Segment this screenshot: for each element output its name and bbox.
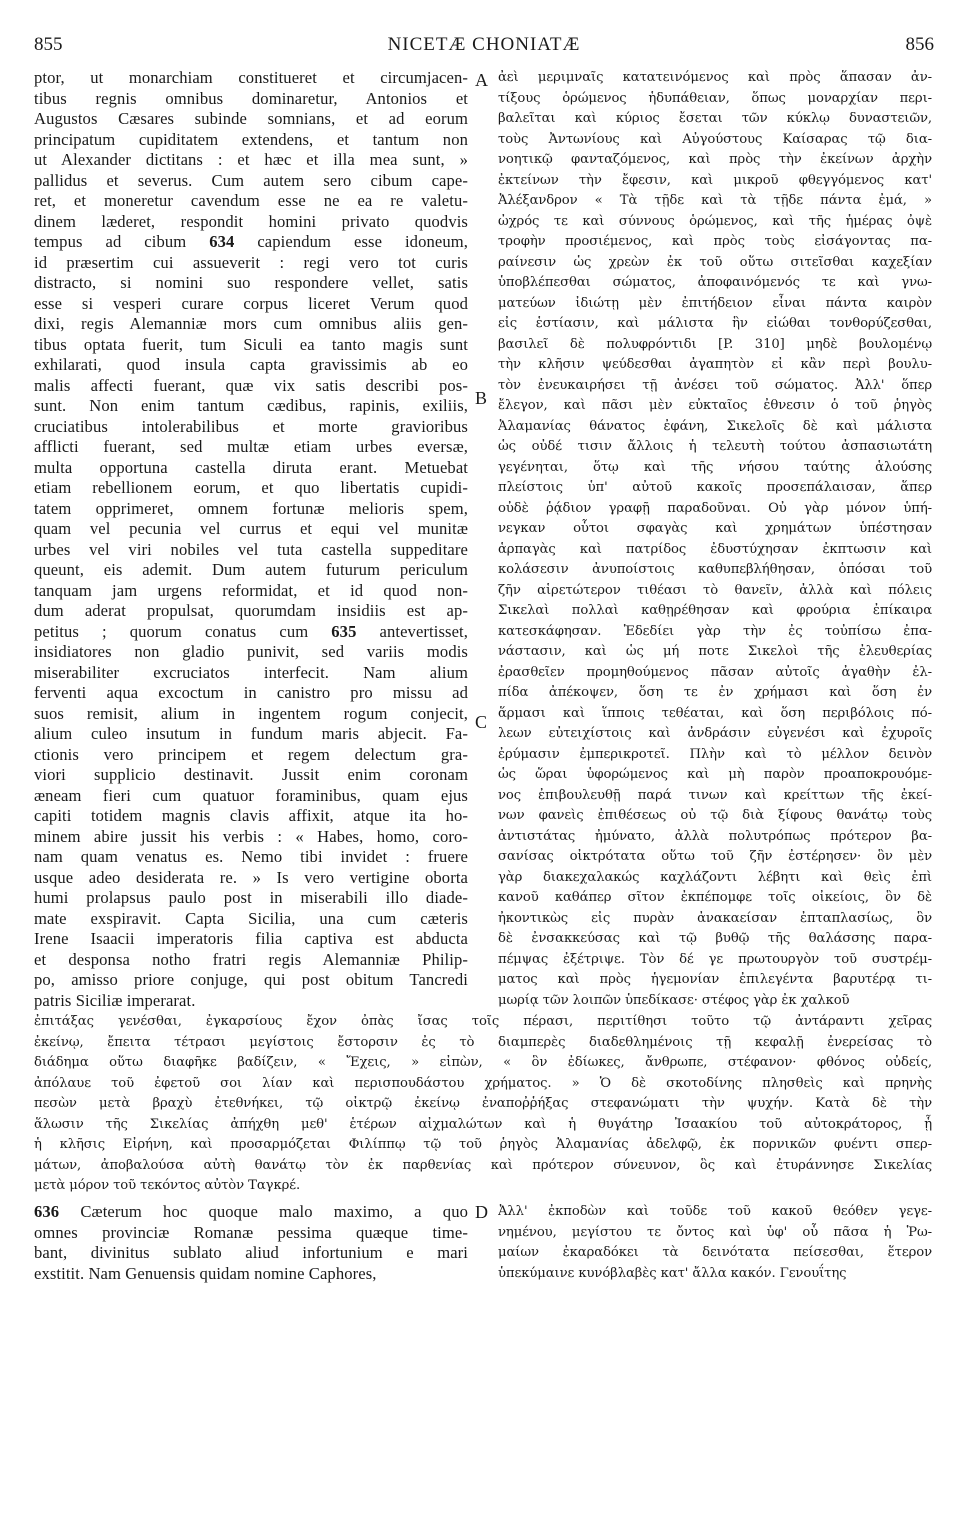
latin-text-line: miserabiliter excruciatos interfecit. Nam alium (34, 662, 468, 682)
greek-text-line: κανοῦ καθάπερ σῖτον ἐκπέπομφε τοῖς οἰκείοις, ὃν δὲ (498, 890, 932, 905)
greek-text-line: βασιλεῖ δὲ πολυφρόντιδι [P. 310] μηδὲ βουλομένῳ (498, 336, 932, 352)
greek-text-line: τοὺς Ἀντωνίους καὶ Αὐγούστους Καίσαρας τῷ δια- (498, 131, 932, 147)
latin-text-line: tempus ad cibum 634 capiendum esse idoneum, (34, 232, 468, 251)
latin-text-line: patris Siciliæ imperarat. (34, 990, 196, 1010)
latin-text-line: alium culeo insutum in fundum maris abjecit. Fa- (34, 724, 468, 743)
greek-text-line: τὸν ἐνευκαιρήσει τῇ ἀνέσει τοῦ σώματος. Ἀλλ' ὅπερ (498, 377, 932, 393)
greek-text-line: τὴν κλῆσιν ψεύδεσθαι ἀγαπητὸν εἰ κἂν περὶ βουλυ- (498, 357, 932, 372)
latin-text-line: distracto, si nomini suo respondere vellet, satis (34, 273, 468, 292)
latin-text-line: dinem læderet, respondit homini privato quodvis (34, 211, 468, 231)
greek-text-line: ὑποβλέπεσθαι σώματος, ἀποφαινόμενός τε καὶ γνω- (498, 275, 932, 290)
greek-text-line: Ἀλαμανίας θάνατος ἐφάνη, Σικελοῖς δὲ καὶ μάλιστα (498, 418, 932, 434)
running-title: NICETÆ CHONIATÆ (387, 34, 581, 55)
greek-text-line: νάστασιν, καὶ ὡς μή ποτε Σικελοὶ τῆς ἐλευθερίας (498, 644, 932, 659)
latin-text-line: suos remisit, alium in ingentem rogum conjecit, (34, 703, 468, 723)
latin-text-line: nam quam venatus es. Nemo tibi invidet : fruere (34, 847, 468, 866)
greek-text-line: ἐκτείνων τὴν ἔφεσιν, καὶ μικροῦ φθεγγόμενος κατ' (498, 172, 932, 188)
latin-text-line: esse si vesperi curare corpus liceret Verum quod (34, 293, 468, 313)
latin-text-line: ret, et moneretur cavendum esse ne ea re valetu- (34, 191, 468, 210)
greek-text-line: ζῆν αἱρετώτερον τιθέασι τὸ θανεῖν, ἀλλὰ καὶ πόλεις (498, 582, 932, 598)
greek-text-line: ὠχρός τε καὶ σύννους ὁρώμενος, καὶ τῆς ἡμέρας ὀψὲ (498, 213, 932, 229)
latin-column-top (34, 68, 468, 1011)
greek-text-line: σανίσας οἰκτρότατα οὕτω τοῦ ζῆν ἐστέρησεν· ὃν μὲν (498, 849, 932, 864)
greek-text-line: ἀεὶ μεριμναῖς κατατεινόμενος καὶ πρὸς ἅπασαν ἀν- (498, 70, 932, 85)
latin-text-line: exhilarati, quod insula capta gravissimis ab eo (34, 355, 468, 374)
latin-text-line: exstitit. Nam Genuensis quidam nomine Caphores, (34, 1263, 377, 1283)
greek-text-line: Σικελαὶ πολλαὶ καθῃρέθησαν καὶ φρούρια ἐπίκαιρα (498, 603, 932, 618)
latin-text-line: ferventi aqua excoctum in canistro pro missu ad (34, 683, 468, 702)
latin-text-line: usque adeo desiderata re. » Is vero vertigine oborta (34, 867, 468, 887)
greek-text-line: ὑπεκύμαινε κυνόβλαβὲς κατ' ἄλλα κακόν. Γενουΐτης (498, 1265, 847, 1281)
greek-text-line: ἀντιστάτας ἠμύνατο, ἀλλὰ πολυτρόπως πρότερον βα- (498, 828, 932, 844)
latin-text-line: queunt, eis ademit. Dum autem futurum periculum (34, 560, 468, 579)
latin-text-line: tatem opprimeret, omnem fortunæ melioris spem, (34, 498, 468, 518)
greek-column-top (498, 68, 932, 1011)
latin-text-line: insidiatores non gladio punivit, sed variis modis (34, 642, 468, 661)
latin-text-line: po, amisso priore conjuge, qui post obitum Tancredi (34, 970, 468, 989)
latin-text-line: omnes provinciæ Romanæ pessima quæque time- (34, 1222, 468, 1242)
latin-text-line: Irene Isaacii imperatoris filia captiva est abducta (34, 929, 468, 948)
greek-text-line: οὐδὲ ῥᾴδιον γραφῇ παραδοῦναι. Οὐ γὰρ μόνον ὑπή- (498, 500, 932, 516)
latin-text-line: petitus ; quorum conatus cum 635 antevertisset, (34, 621, 468, 641)
greek-text-line: μετὰ μόρον τοῦ τεκόντος αὐτὸν Ταγκρέ. (34, 1178, 301, 1193)
section-number: 636 (34, 1202, 60, 1221)
greek-text-line: ἠκοντικὼς εἰς πυρὰν ἀνακαείσαν ἐπταπλασίως, ὃν (498, 910, 932, 926)
greek-text-line: νημένου, μεγίστου τε ὄντος καὶ ὑφ' οὗ πᾶσα ἡ Ῥω- (498, 1224, 932, 1240)
latin-text-line: ptor, ut monarchiam constitueret et circumjacen- (34, 68, 468, 87)
greek-text-line: ραίνεσιν ὡς χρεὼν ἐκ τοῦ οὕτω σιτεῖσθαι καχεξίαν (498, 254, 932, 270)
latin-text-line: tibus optata fuerit, tum Siculi ea tanto magis sunt (34, 334, 468, 354)
latin-column-bottom (34, 1202, 468, 1284)
greek-text-line: ἐκείνῳ, ἔπειτα τέτρασι μεγίστοις ἔστορσιν ἐς τὸ διαμπερὲς διαδεθλημένοις τῇ κεφαλῇ ἐνερείσας τὸ (34, 1034, 932, 1050)
latin-text-line: afflicti fuerant, sed multæ etiam urbes eversæ, (34, 437, 468, 456)
greek-text-line: ἅλωσιν τῆς Σικελίας ἀπήχθη μεθ' ἑτέρων αἰχμαλώτων καὶ ἡ θυγάτηρ Ἰσαακίου τοῦ αὐτοκράτορος, ᾗ (34, 1116, 932, 1132)
greek-text-line: μάτων, ἀποβαλούσα αὐτὴ θανάτῳ τὸν ἐκ παρθενίας καὶ πρότερον σύνευνον, ὃς καὶ ἐτυράννησε Σικελίας (34, 1157, 932, 1173)
latin-text-line: pallidus et severus. Cum autem sero cibum cape- (34, 170, 468, 190)
latin-text-line: æneam fieri cum quatuor foraminibus, quam ejus (34, 785, 468, 805)
latin-text-line: id præsertim cui assueverit : regi vero tot curis (34, 252, 468, 272)
greek-text-line: ἅρμασι καὶ ἵπποις τεθέαται, καὶ ὅση περιβόλοις πό- (498, 705, 932, 721)
greek-text-line: εἰς ἑστίασιν, καὶ μάλιστα ἣν εἰώθαι τονθορύζεσθαι, (498, 316, 932, 331)
greek-text-line: πλείστοις ὑπ' αὐτοῦ κακοῖς προσεπάλαισαν, ἅπερ (498, 480, 932, 495)
latin-text-line: et desponsa notho fratri regis Alemanniæ Philip- (34, 949, 468, 969)
latin-text-line: minem abire jussit his verbis : « Habes, homo, coro- (34, 826, 468, 846)
greek-text-line: ἐρασθεῖεν προμηθούμενος πᾶσαν αὐτοῖς ἀγαθὴν ἐλ- (498, 664, 932, 680)
greek-text-line: τίξους ὁρώμενος ἡδυπάθειαν, ὅπως μοναρχίαν περι- (498, 90, 932, 106)
latin-text-line: tanquam jam urgens reformidat, et id quod non- (34, 580, 468, 600)
greek-text-line: ἁρπαγὰς καὶ πατρίδος ἐδυστύχησαν ἐκπτωσιν καὶ (498, 541, 932, 557)
greek-text-line: νεγκαν οὗτοι σφαγὰς καὶ χρημάτων ὑπέστησαν (498, 521, 932, 536)
section-number: 634 (209, 232, 235, 251)
greek-text-line: γεγένηται, ὅτῳ καὶ τῆς νήσου ταύτης ἁλούσης (498, 459, 932, 475)
latin-text-line: urbes vel viri nobiles vel tuta castella suppeditare (34, 539, 468, 559)
greek-text-line: ματος καὶ πρὸς ἡγεμονίαν ἐπιλεγέντα βαρυτέρᾳ τι- (498, 972, 932, 987)
greek-text-line: κολάσεσιν ἀνυποίστοις καθυπεβλήθησαν, ὁπόσαι τοῦ (498, 562, 932, 577)
greek-full-width-paragraph (34, 1012, 932, 1197)
greek-text-line: ἐπιτάξας γενέσθαι, ἐγκαρσίους ἔχον ὀπὰς ἴσας τοῖς πέρασι, περιτίθησι τοῦτο τῷ ἀντάραντι χεῖρας (34, 1014, 932, 1029)
latin-text-line: tibus regnis omnibus dominaretur, Antonios et (34, 88, 468, 108)
greek-column-bottom (498, 1202, 932, 1284)
greek-text-line: ἀπόλαυε τοῦ ἐφετοῦ σοι λίαν καὶ περισπουδάστου χρήματος. » Ὁ δὲ σκοτοδίνης πλησθεὶς καὶ πρηνὴς (34, 1075, 932, 1091)
greek-text-line: νων φανεὶς ἐπιθέσεως οὐ τῷ διὰ ξίφους θανάτῳ τοὺς (498, 808, 932, 823)
greek-text-line: ἡ κλῆσις Εἰρήνη, καὶ προσαρμόζεται Φιλίππῳ τῷ τοῦ ῥηγὸς Ἀλαμανίας ἀδελφῷ, ἐκ πορνικῶν φυέντι σπερ- (34, 1137, 932, 1152)
greek-text-line: δὲ ἐνσακκεύσας καὶ τῷ βυθῷ τῆς θαλάσσης παρα- (498, 931, 932, 946)
greek-text-line: βαλεῖται καὶ κύριος ἔσεται τῶν κύκλῳ δυναστειῶν, (498, 111, 932, 126)
greek-text-line: διάδημα οὕτω διαφῆκε βαδίζειν, « Ἔχεις, » εἰπὼν, « ὃν ἐδίωκες, ἄνθρωπε, στέφανον· φθόνος οὐδείς, (34, 1055, 932, 1070)
latin-text-line: dum aderat propulsat, quorumdam insidiis est ap- (34, 601, 468, 620)
greek-text-line: γὰρ διακεχαλακώς καχλάζοντι λέβητι καὶ θεὶς ἐπὶ (498, 869, 932, 885)
latin-text-line: bant, divinitus sublato aliud infortunium e mari (34, 1243, 468, 1262)
latin-text-line: Augustos Cæsares subinde somnians, et ad eorum (34, 109, 468, 128)
latin-text-line: principatum cupiditatem extendens, et tantum non (34, 129, 468, 149)
latin-text-line: sunt. Non enim tantum cædibus, rapinis, exiliis, (34, 396, 468, 415)
latin-text-line: ut Alexander dictitans : et hæc et illa mea sunt, » (34, 150, 468, 169)
page-number-right: 856 (905, 34, 934, 55)
section-number: 635 (331, 621, 357, 641)
greek-text-line: ἐρύμασιν ἐμπερικροτεῖ. Πλὴν καὶ τὸ μέλλον δεινὸν (498, 746, 932, 762)
latin-text-line: mate exspiravit. Capta Sicilia, una cum cæteris (34, 908, 468, 928)
latin-text-line: malis affecti fuerant, quæ vix satis describi pos- (34, 375, 468, 395)
greek-text-line: πίδα ἀπέκοψεν, ὅση τε ἐν χρήμασι καὶ ὅση ἐν (498, 685, 932, 700)
greek-text-line: πεσὼν μετὰ βραχὺ ἐτεθνήκει, τῷ οἰκτρῷ ἐκείνῳ ἐναποῤῥήξας στεφανώματι τὴν ψυχήν. Κατὰ δὲ τὴν (34, 1096, 932, 1111)
greek-text-line: μαίων ἐκαραδόκει τὰ δεινότατα πείσεσθαι, ἕτερον (498, 1245, 932, 1260)
greek-text-line: ἔλεγον, καὶ πᾶσι μὲν εὐκταῖος ἐθνεσιν ὁ τοῦ ῥηγὸς (498, 398, 932, 413)
latin-text-line: dixi, regis Alemanniæ mors cum omnibus aliis gen- (34, 314, 468, 333)
section-marker-d: D (475, 1202, 488, 1222)
latin-text-line: ctionis vero principem et regem delectum gra- (34, 744, 468, 764)
greek-text-line: πέμψας ἐξέτριψε. Τὸν δέ γε πρωτουργὸν τοῦ συστρέμ- (498, 951, 932, 967)
greek-text-line: λεων εὐτειχίστοις καὶ ἀνδράσιν εὐγενέσι καὶ ἐχυροῖς (498, 726, 932, 741)
latin-text-line: 636 Cæterum hoc quoque malo maximo, a quo (34, 1202, 468, 1221)
greek-text-line: ματεύων ἰδιώτῃ μὲν ἐπιτήδειον εἶναι πάντα καιρὸν (498, 295, 932, 311)
latin-text-line: cruciatibus intolerabilibus et morte gravioribus (34, 416, 468, 436)
greek-text-line: Ἀλλ' ἐκποδὼν καὶ τοῦδε τοῦ κακοῦ θεόθεν γεγε- (498, 1204, 932, 1219)
page-number-left: 855 (34, 34, 63, 55)
greek-text-line: ὡς οὐδέ τισιν ἄλλοις ἡ τελευτὴ τούτου ἀσπασιωτάτη (498, 439, 932, 454)
latin-text-line: multa opportuna castella diruta erant. Metuebat (34, 457, 468, 477)
section-marker-c: C (475, 712, 488, 732)
latin-text-line: etiam rebellionem eorum, et quo libertatis cupidi- (34, 478, 468, 497)
page-header (34, 34, 934, 58)
greek-text-line: νοητικῷ φανταζόμενος, καὶ πρὸς τὴν ἐκείνων ἀρχὴν (498, 152, 932, 167)
latin-text-line: capiti totidem magnis clavis affixit, atque ita ho- (34, 806, 468, 825)
latin-text-line: quam vel pecunia vel currus et equi vel munitæ (34, 519, 468, 538)
greek-text-line: κατεσκάφησαν. Ἐδεδίει γὰρ τὴν ἐς τοὐπίσω ἐπα- (498, 623, 932, 639)
greek-text-line: μωρίᾳ τῶν λοιπῶν ὑπεδίκασε· στέφος γὰρ ἐκ χαλκοῦ (498, 992, 850, 1008)
section-marker-a: A (475, 70, 488, 90)
greek-text-line: ὡς ὥραι ὑφορώμενος καὶ μὴ παρὸν προαποκρουόμε- (498, 767, 932, 782)
latin-text-line: humi prolapsus paulo post in miserabili illo diade- (34, 888, 468, 907)
greek-text-line: τροφὴν προσιέμενος, καὶ πρὸς τοὺς εἰσάγοντας πα- (498, 234, 932, 249)
section-marker-b: B (475, 388, 488, 408)
greek-text-line: Ἀλέξανδρον « Τὰ τῇδε καὶ τὰ τῇδε πάντα ἐμά, » (498, 193, 932, 208)
greek-text-line: νος ἐπιβουλευθῇ παρά τινων καὶ κρείττων τῆς ἐκεί- (498, 787, 932, 803)
latin-text-line: viori supplicio destinavit. Jussit enim coronam (34, 765, 468, 784)
